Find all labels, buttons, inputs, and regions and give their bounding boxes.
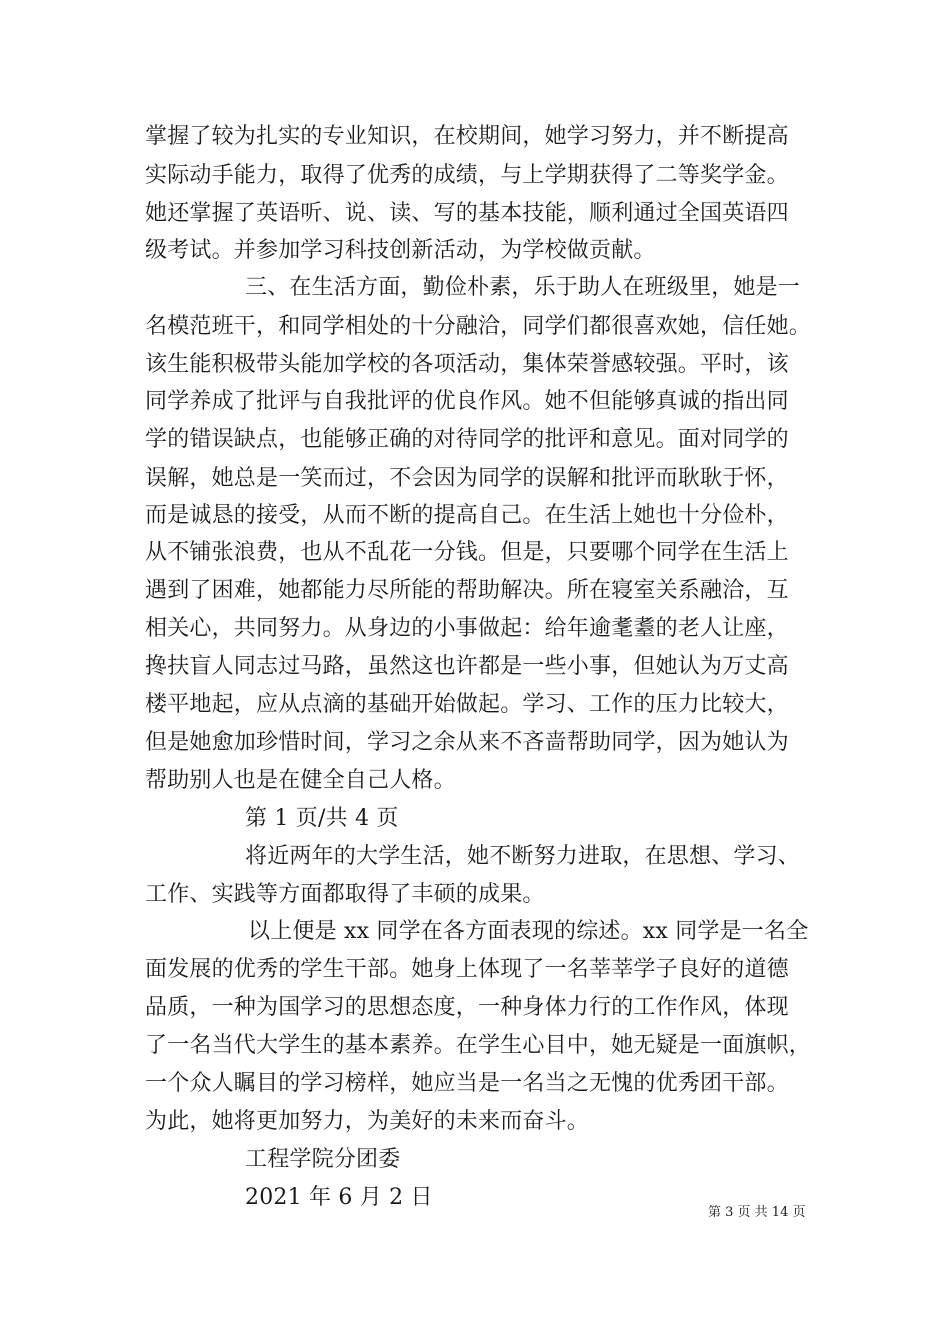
text-line: 该生能积极带头能加学校的各项活动，集体荣誉感较强。平时，该 xyxy=(145,352,789,377)
text-line: 了一名当代大学生的基本素养。在学生心目中，她无疑是一面旗帜， xyxy=(145,1033,812,1058)
text-line: 相关心，共同努力。从身边的小事做起：给年逾耄耋的老人让座， xyxy=(145,616,789,641)
text-line: 三、在生活方面，勤俭朴素，乐于助人在班级里，她是一 xyxy=(245,275,801,300)
text-line: 为此，她将更加努力，为美好的未来而奋斗。 xyxy=(145,1109,590,1134)
signature-organization: 工程学院分团委 xyxy=(245,1147,401,1172)
text-line: 一个众人瞩目的学习榜样，她应当是一名当之无愧的优秀团干部。 xyxy=(145,1071,789,1096)
text-line: 搀扶盲人同志过马路，虽然这也许都是一些小事，但她认为万丈高 xyxy=(145,654,789,679)
text-line: 从不铺张浪费，也从不乱花一分钱。但是，只要哪个同学在生活上 xyxy=(145,540,789,565)
text-line: 学的错误缺点，也能够正确的对待同学的批评和意见。面对同学的 xyxy=(145,427,789,452)
text-line: 同学养成了批评与自我批评的优良作风。她不但能够真诚的指出同 xyxy=(145,389,789,414)
text-line: 帮助别人也是在健全自己人格。 xyxy=(145,768,456,793)
text-line: 将近两年的大学生活，她不断努力进取，在思想、学习、 xyxy=(245,844,801,869)
text-line: 她还掌握了英语听、说、读、写的基本技能，顺利通过全国英语四 xyxy=(145,201,789,226)
text-line: 级考试。并参加学习科技创新活动，为学校做贡献。 xyxy=(145,238,656,263)
text-line: 而是诚恳的接受，从而不断的提高自己。在生活上她也十分俭朴， xyxy=(145,503,789,528)
text-line: 实际动手能力，取得了优秀的成绩，与上学期获得了二等奖学金。 xyxy=(145,163,789,188)
page-marker: 第 1 页/共 4 页 xyxy=(245,806,399,831)
text-line: 工作、实践等方面都取得了丰硕的成果。 xyxy=(145,882,545,907)
signature-date: 2021 年 6 月 2 日 xyxy=(245,1185,433,1210)
text-line: 误解，她总是一笑而过，不会因为同学的误解和批评而耿耿于怀， xyxy=(145,466,789,491)
text-line: 遇到了困难，她都能力尽所能的帮助解决。所在寝室关系融洽，互 xyxy=(145,578,789,603)
text-line: 但是她愈加珍惜时间，学习之余从来不吝啬帮助同学，因为她认为 xyxy=(145,730,789,755)
text-line: 掌握了较为扎实的专业知识，在校期间，她学习努力，并不断提高 xyxy=(145,124,789,149)
text-line: 名模范班干，和同学相处的十分融洽，同学们都很喜欢她，信任她。 xyxy=(145,314,812,339)
page-footer: 第 3 页 共 14 页 xyxy=(708,1205,806,1220)
text-line: 品质，一种为国学习的思想态度，一种身体力行的工作作风，体现 xyxy=(145,995,789,1020)
text-line: 面发展的优秀的学生干部。她身上体现了一名莘莘学子良好的道德 xyxy=(145,957,789,982)
text-line: 楼平地起，应从点滴的基础开始做起。学习、工作的压力比较大， xyxy=(145,692,789,717)
text-line: 以上便是 xx 同学在各方面表现的综述。xx 同学是一名全 xyxy=(248,919,809,944)
